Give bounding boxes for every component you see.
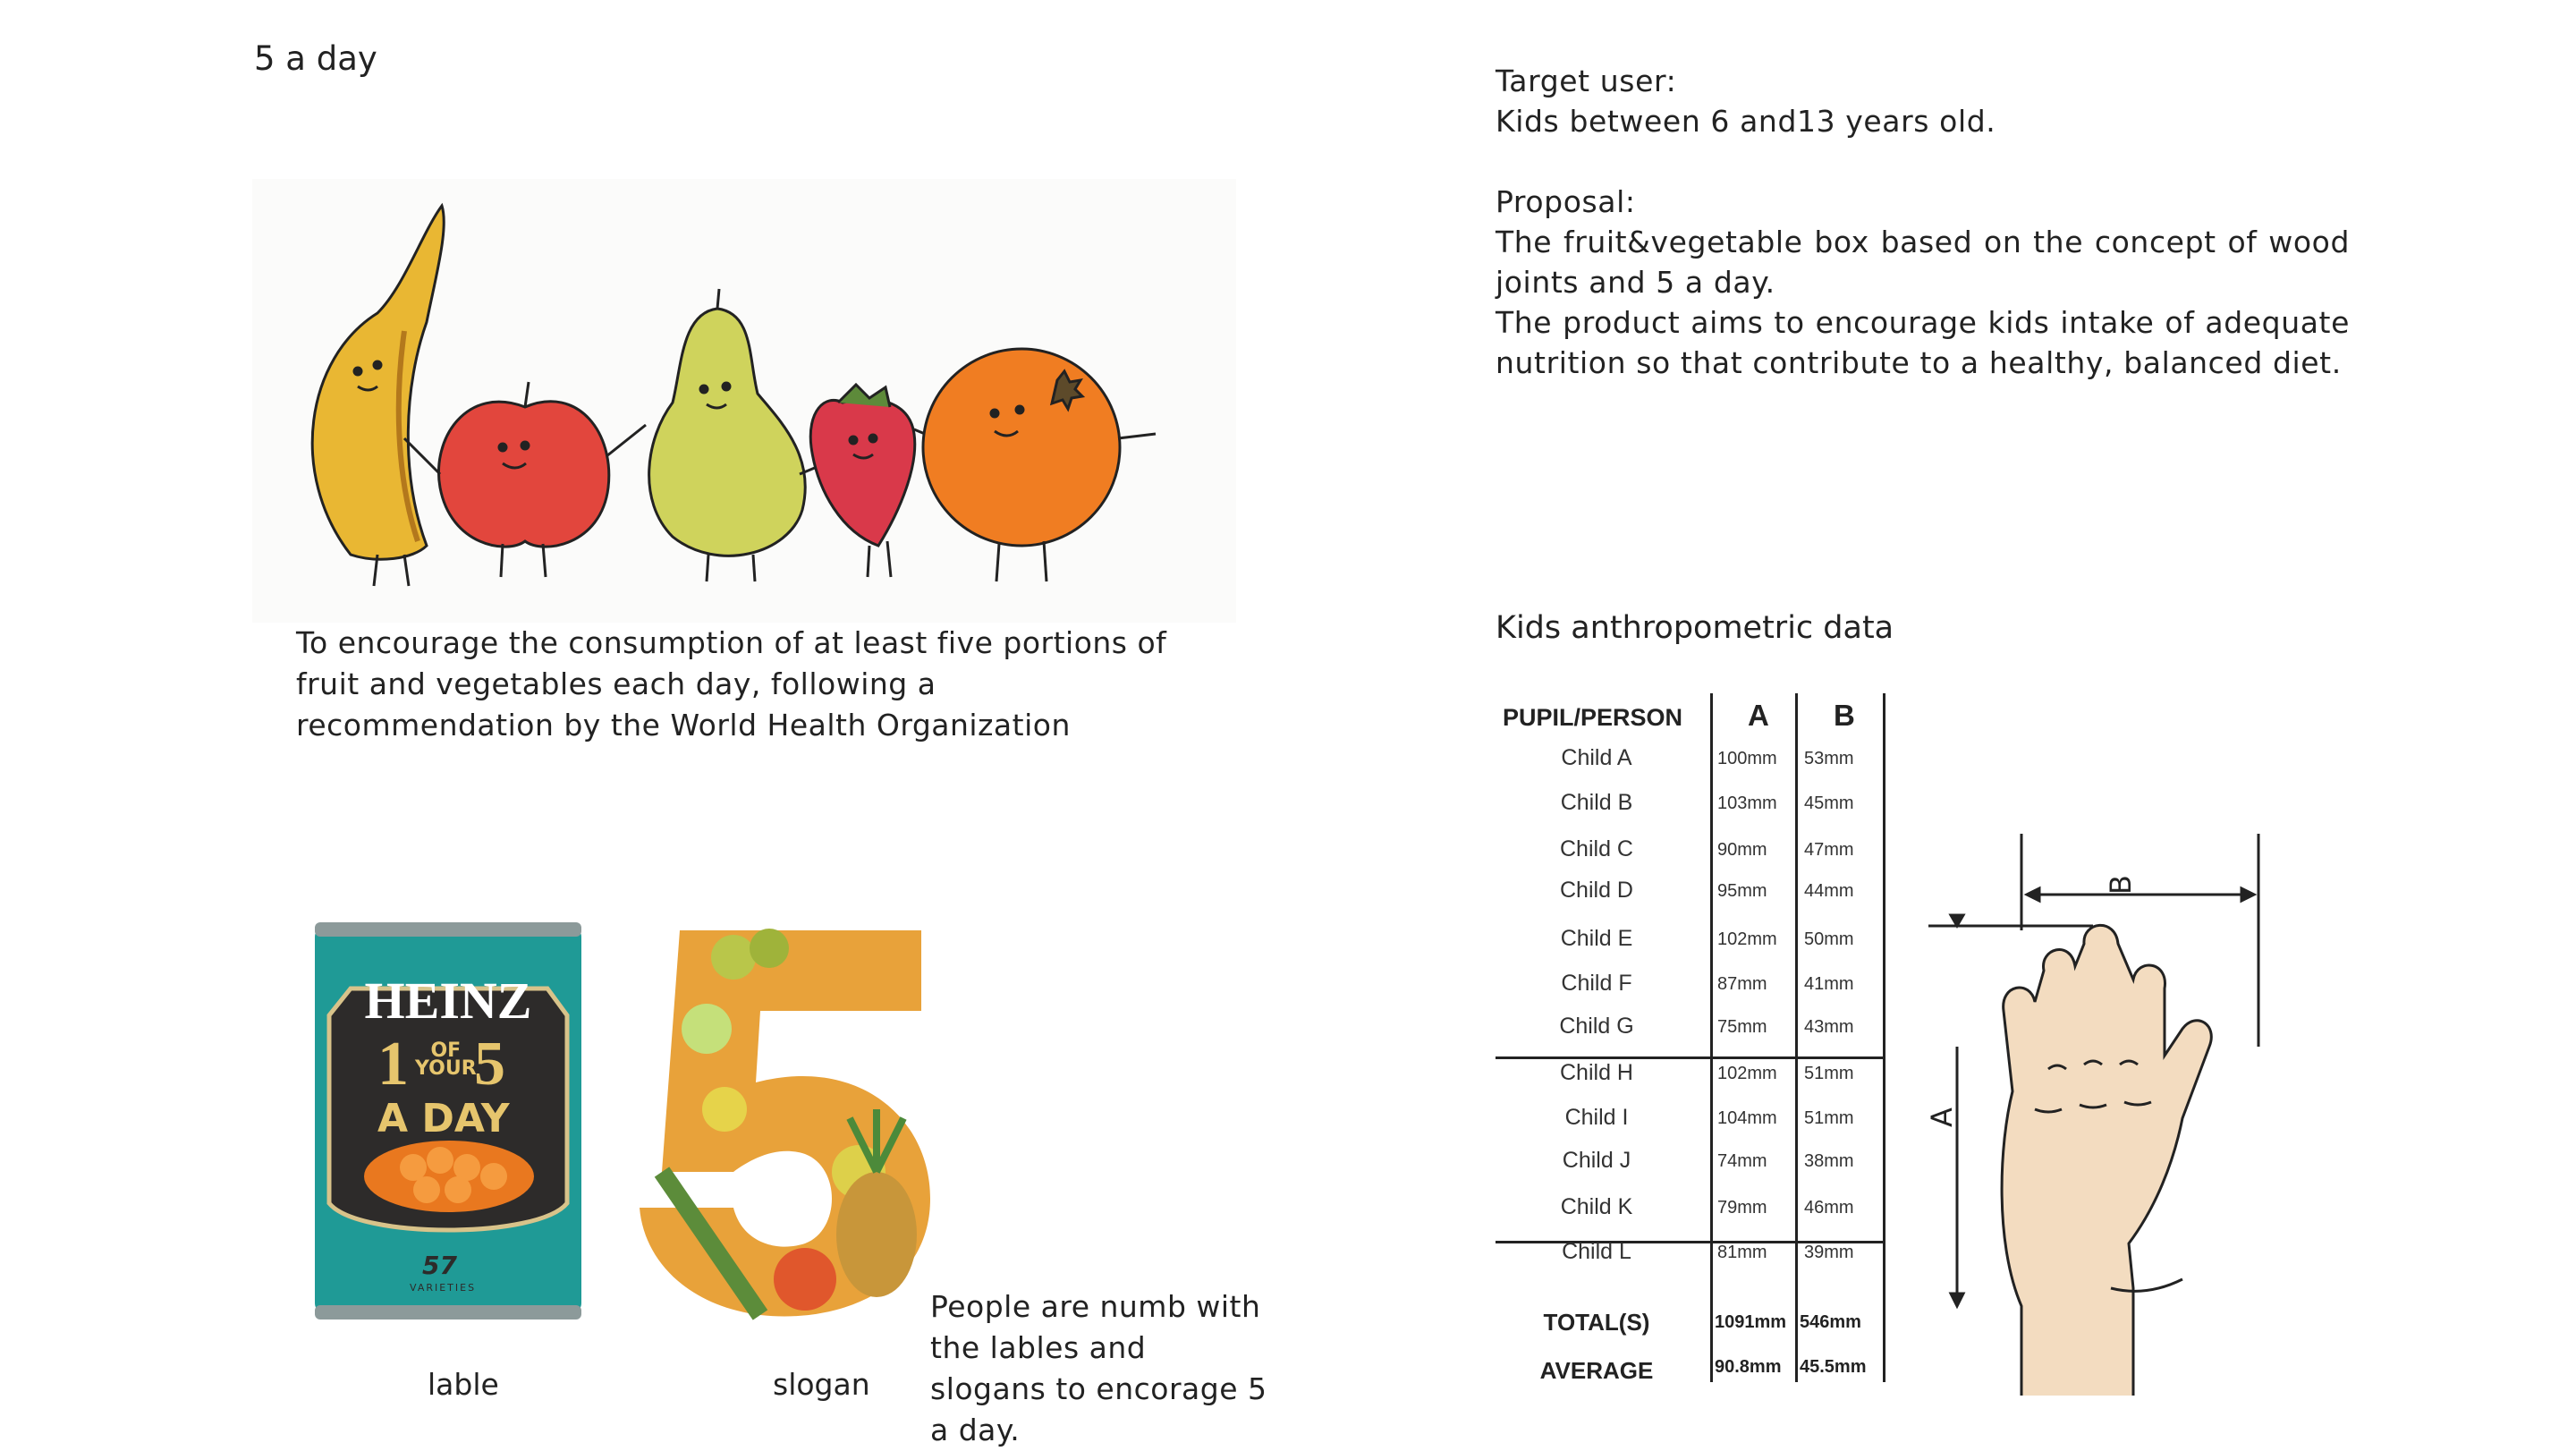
target-heading: Target user: bbox=[1496, 64, 1677, 98]
apple-character bbox=[404, 382, 646, 577]
header-b: B bbox=[1834, 699, 1855, 732]
slogan-five-image bbox=[626, 904, 1002, 1324]
average-a: 90.8mm bbox=[1715, 1357, 1782, 1377]
table-row-a: 102mm bbox=[1717, 929, 1777, 949]
table-row-name: Child G bbox=[1559, 1014, 1634, 1039]
hand-measurement-diagram bbox=[1914, 823, 2290, 1396]
table-row-a: 81mm bbox=[1717, 1243, 1767, 1262]
table-row-name: Child B bbox=[1560, 790, 1633, 815]
can-a-day: A DAY bbox=[377, 1096, 510, 1141]
table-divider-3 bbox=[1883, 693, 1885, 1382]
table-row-a: 90mm bbox=[1717, 840, 1767, 860]
table-row-a: 95mm bbox=[1717, 881, 1767, 901]
table-rule-1 bbox=[1496, 1056, 1885, 1059]
can-brand: HEINZ bbox=[364, 972, 532, 1030]
lable-caption: lable bbox=[428, 1367, 499, 1402]
proposal-line-2: The product aims to encourage kids intake of adequate nutrition so that contribute to a healthy, balanced diet. bbox=[1496, 305, 2350, 380]
table-row-b: 38mm bbox=[1804, 1151, 1854, 1171]
table-row-a: 87mm bbox=[1717, 974, 1767, 994]
can-varieties: VARIETIES bbox=[410, 1282, 477, 1294]
average-label: AVERAGE bbox=[1539, 1357, 1654, 1384]
table-row-b: 46mm bbox=[1804, 1198, 1854, 1218]
table-row-name: Child J bbox=[1562, 1148, 1631, 1173]
table-row-name: Child D bbox=[1560, 878, 1633, 903]
label-a: A bbox=[1924, 1107, 1959, 1127]
can-varieties-number: 57 bbox=[422, 1251, 457, 1280]
heinz-can-image bbox=[315, 917, 581, 1324]
project-description bbox=[1496, 61, 2350, 383]
table-row-name: Child E bbox=[1560, 926, 1633, 951]
table-row-b: 51mm bbox=[1804, 1064, 1854, 1083]
proposal-line-1: The fruit&vegetable box based on the concept of wood joints and 5 a day. bbox=[1496, 225, 2350, 300]
can-of-your: OF YOUR bbox=[415, 1039, 477, 1080]
people-text: People are numb with the lables and slogans to encorage 5 a day. bbox=[930, 1289, 1267, 1447]
table-row-b: 43mm bbox=[1804, 1017, 1854, 1037]
label-b: B bbox=[2103, 875, 2138, 895]
hero-caption: To encourage the consumption of at least five portions of fruit and vegetables each day, following a recommendation by the World Health Organization bbox=[296, 625, 1167, 742]
table-row-a: 79mm bbox=[1717, 1198, 1767, 1218]
table-divider-2 bbox=[1795, 693, 1798, 1382]
table-row-a: 100mm bbox=[1717, 749, 1777, 768]
table-row-name: Child L bbox=[1562, 1239, 1631, 1264]
banana-character bbox=[312, 206, 444, 586]
table-row-name: Child I bbox=[1564, 1105, 1629, 1130]
anthropometric-title: Kids anthropometric data bbox=[1496, 610, 1894, 646]
table-row-a: 104mm bbox=[1717, 1108, 1777, 1128]
table-row-name: Child A bbox=[1561, 745, 1632, 770]
fruit-characters-illustration bbox=[252, 179, 1236, 623]
target-text: Kids between 6 and13 years old. bbox=[1496, 104, 1996, 139]
total-b: 546mm bbox=[1800, 1312, 1861, 1332]
table-row-b: 44mm bbox=[1804, 881, 1854, 901]
table-divider-1 bbox=[1710, 693, 1713, 1382]
header-pupil: PUPIL/PERSON bbox=[1503, 704, 1683, 731]
can-one: 1 bbox=[377, 1030, 409, 1099]
total-label: TOTAL(S) bbox=[1543, 1309, 1650, 1336]
table-row-b: 53mm bbox=[1804, 749, 1854, 768]
table-row-name: Child H bbox=[1560, 1060, 1633, 1085]
proposal-heading: Proposal: bbox=[1496, 184, 1636, 219]
table-row-a: 75mm bbox=[1717, 1017, 1767, 1037]
table-row-b: 50mm bbox=[1804, 929, 1854, 949]
table-row-b: 39mm bbox=[1804, 1243, 1854, 1262]
table-row-name: Child K bbox=[1560, 1194, 1633, 1219]
strawberry-character bbox=[810, 385, 915, 577]
table-row-name: Child F bbox=[1561, 971, 1632, 996]
header-a: A bbox=[1748, 699, 1769, 732]
table-row-name: Child C bbox=[1560, 836, 1633, 861]
table-row-a: 102mm bbox=[1717, 1064, 1777, 1083]
table-row-a: 103mm bbox=[1717, 793, 1777, 813]
can-five: 5 bbox=[474, 1030, 505, 1099]
anthropometric-table bbox=[1496, 693, 1898, 1391]
average-b: 45.5mm bbox=[1800, 1357, 1867, 1377]
orange-character bbox=[914, 349, 1156, 581]
slogan-caption: slogan bbox=[773, 1367, 870, 1402]
table-row-b: 45mm bbox=[1804, 793, 1854, 813]
total-a: 1091mm bbox=[1715, 1312, 1787, 1332]
table-row-a: 74mm bbox=[1717, 1151, 1767, 1171]
table-row-b: 41mm bbox=[1804, 974, 1854, 994]
table-row-b: 51mm bbox=[1804, 1108, 1854, 1128]
table-row-b: 47mm bbox=[1804, 840, 1854, 860]
page-title: 5 a day bbox=[254, 39, 377, 78]
